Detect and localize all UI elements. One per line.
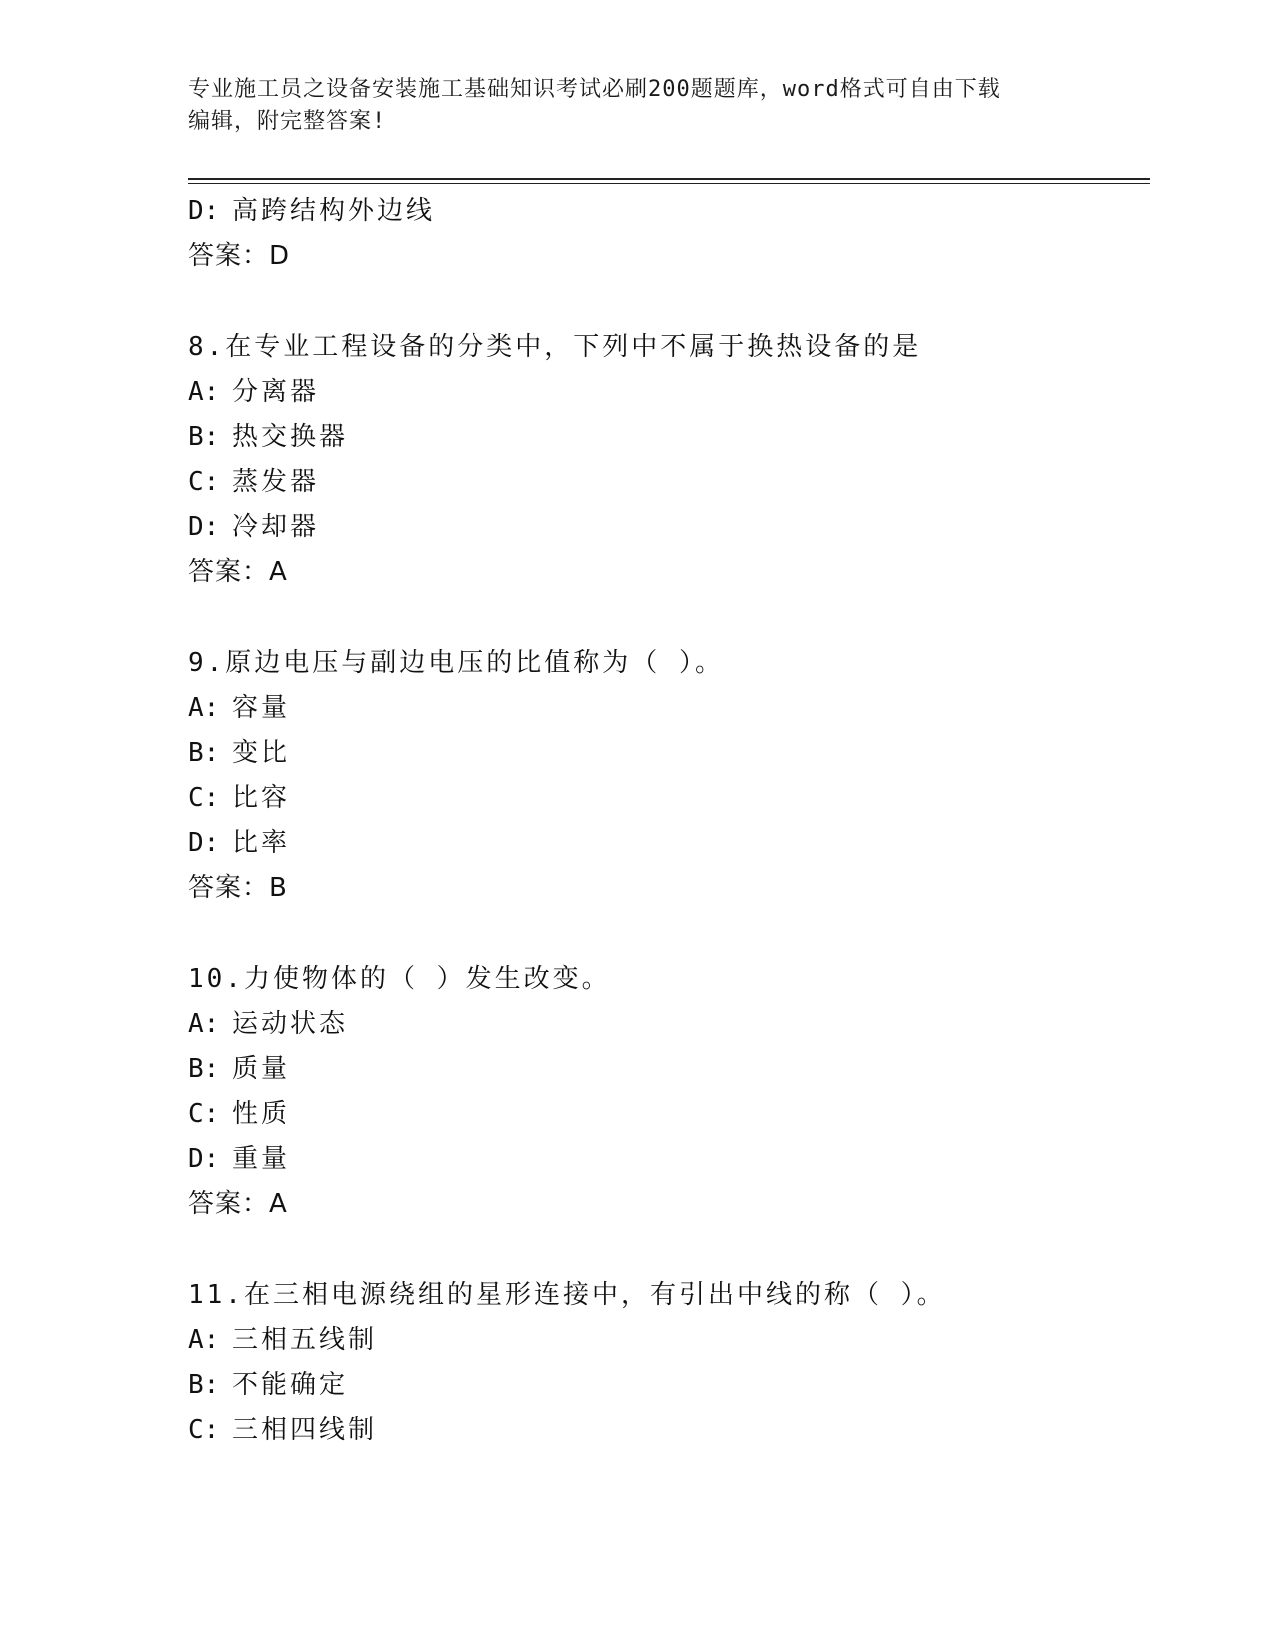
answer-line: 答案：B [188,873,288,903]
option-c [188,1092,1148,1137]
option-letter: C: [188,1099,220,1129]
option-letter: B: [188,422,220,452]
option-text: 冷却器 [232,512,320,542]
option-d [188,505,1148,550]
question-stem-11: 11.在三相电源绕组的星形连接中，有引出中线的称（ ）。 [188,1280,946,1310]
answer-line: 答案：A [188,1189,288,1219]
option-letter: B: [188,1054,220,1084]
answer-line: 答案：D [188,241,291,271]
option-letter: B: [188,738,220,768]
option-letter: D: [188,828,220,858]
document-header [188,74,1088,138]
option-text: 运动状态 [232,1009,349,1039]
option-text: 不能确定 [232,1370,349,1400]
option-text: 比率 [232,828,291,858]
option-letter: C: [188,1415,220,1445]
option-letter: A: [188,693,220,723]
option-b [188,1363,1148,1408]
option-text: 比容 [232,783,291,813]
option-letter: C: [188,467,220,497]
option-text: 重量 [232,1144,291,1174]
option-d [188,1137,1148,1182]
header-rule-thin [188,183,1150,184]
option-text: 变比 [232,738,291,768]
option-text: 质量 [232,1054,291,1084]
option-b [188,415,1148,460]
option-letter: C: [188,783,220,813]
question-list [188,189,1148,1453]
option-b [188,731,1148,776]
question-gap [188,1227,1148,1273]
question-stem-9: 9.原边电压与副边电压的比值称为（ ）。 [188,648,724,678]
question-stem-8: 8.在专业工程设备的分类中，下列中不属于换热设备的是 [188,332,922,362]
option-c [188,460,1148,505]
option-letter: D: [188,512,220,542]
option-a [188,370,1148,415]
option-letter: D: [188,196,220,226]
option-text: 性质 [232,1099,291,1129]
header-title-line-2: 编辑，附完整答案! [188,109,387,134]
option-a [188,1002,1148,1047]
option-text: 高跨结构外边线 [232,196,436,226]
option-text: 分离器 [232,377,320,407]
option-letter: A: [188,1325,220,1355]
option-text: 容量 [232,693,291,723]
option-c [188,776,1148,821]
option-d [188,189,1148,234]
option-letter: D: [188,1144,220,1174]
question-stem-10: 10.力使物体的（ ）发生改变。 [188,964,611,994]
header-rule-thick [188,178,1150,180]
answer-line: 答案：A [188,557,288,587]
question-gap [188,279,1148,325]
option-letter: A: [188,377,220,407]
option-text: 三相五线制 [232,1325,378,1355]
option-b [188,1047,1148,1092]
option-letter: B: [188,1370,220,1400]
header-title-line-1: 专业施工员之设备安装施工基础知识考试必刷200题题库，word格式可自由下载 [188,77,1001,102]
option-a [188,1318,1148,1363]
option-text: 三相四线制 [232,1415,378,1445]
question-gap [188,595,1148,641]
question-gap [188,911,1148,957]
option-text: 热交换器 [232,422,349,452]
option-a [188,686,1148,731]
option-c [188,1408,1148,1453]
option-letter: A: [188,1009,220,1039]
option-text: 蒸发器 [232,467,320,497]
option-d [188,821,1148,866]
